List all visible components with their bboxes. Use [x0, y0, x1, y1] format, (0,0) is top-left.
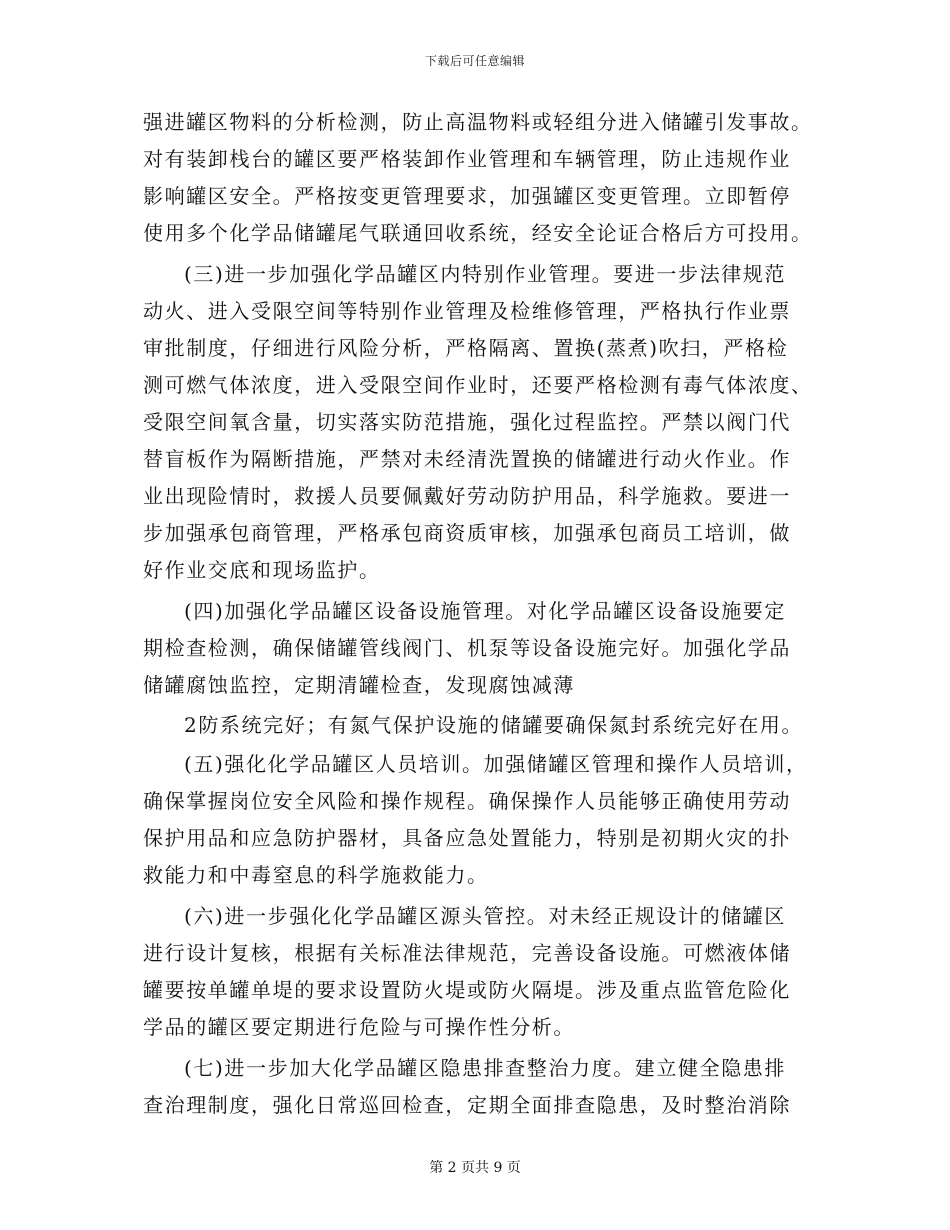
text-line: 动火、进入受限空间等特别作业管理及检维修管理，严格执行作业票	[143, 299, 791, 323]
paragraph-start-5: (五)强化化学品罐区人员培训。加强储罐区管理和操作人员培训，	[184, 752, 808, 776]
text-line: 确保掌握岗位安全风险和操作规程。确保操作人员能够正确使用劳动	[143, 789, 791, 813]
text-line: 期检查检测，确保储罐管线阀门、机泵等设备设施完好。加强化学品	[143, 636, 791, 660]
text-line: 替盲板作为隔断措施，严禁对未经清洗置换的储罐进行动火作业。作	[143, 447, 791, 471]
text-line: 罐要按单罐单堤的要求设置防火堤或防火隔堤。涉及重点监管危险化	[143, 978, 791, 1002]
text-line: 进行设计复核，根据有关标准法律规范，完善设备设施。可燃液体储	[143, 941, 791, 965]
text-line: 对有装卸栈台的罐区要严格装卸作业管理和车辆管理，防止违规作业	[143, 147, 791, 171]
text-line: 救能力和中毒窒息的科学施救能力。	[143, 863, 489, 887]
paragraph-start-7: (七)进一步加大化学品罐区隐患排查整治力度。建立健全隐患排	[184, 1056, 787, 1080]
document-body	[0, 108, 950, 1148]
text-line: 步加强承包商管理，严格承包商资质审核，加强承包商员工培训，做	[143, 521, 791, 545]
page-number: 第 2 页共 9 页	[429, 1160, 521, 1176]
text-line: 影响罐区安全。严格按变更管理要求，加强罐区变更管理。立即暂停	[143, 184, 791, 208]
text-line: 测可燃气体浓度，进入受限空间作业时，还要严格检测有毒气体浓度、	[143, 373, 813, 397]
text-line: 使用多个化学品储罐尾气联通回收系统，经安全论证合格后方可投用。	[143, 221, 813, 245]
text-line: 储罐腐蚀监控，定期清罐检查，发现腐蚀减薄	[143, 673, 575, 697]
page-header: 下载后可任意编辑	[424, 54, 525, 68]
paragraph-start-3: (三)进一步加强化学品罐区内特别作业管理。要进一步法律规范	[184, 262, 787, 286]
text-line: 好作业交底和现场监护。	[143, 558, 381, 582]
paragraph-start-4: (四)加强化学品罐区设备设施管理。对化学品罐区设备设施要定	[184, 599, 787, 623]
paragraph-start-6: (六)进一步强化化学品罐区源头管控。对未经正规设计的储罐区	[184, 904, 787, 928]
text-line: 业出现险情时，救援人员要佩戴好劳动防护用品，科学施救。要进一	[143, 484, 791, 508]
text-line: 受限空间氧含量，切实落实防范措施，强化过程监控。严禁以阀门代	[143, 410, 791, 434]
text-line: 学品的罐区要定期进行危险与可操作性分析。	[143, 1015, 575, 1039]
text-line: 2防系统完好；有氮气保护设施的储罐要确保氮封系统完好在用。	[184, 713, 804, 737]
text-line: 查治理制度，强化日常巡回检查，定期全面排查隐患，及时整治消除	[143, 1093, 791, 1117]
text-line: 审批制度，仔细进行风险分析，严格隔离、置换(蒸煮)吹扫，严格检	[143, 336, 789, 360]
text-line: 强进罐区物料的分析检测，防止高温物料或轻组分进入储罐引发事故。	[143, 110, 813, 134]
text-line: 保护用品和应急防护器材，具备应急处置能力，特别是初期火灾的扑	[143, 826, 791, 850]
